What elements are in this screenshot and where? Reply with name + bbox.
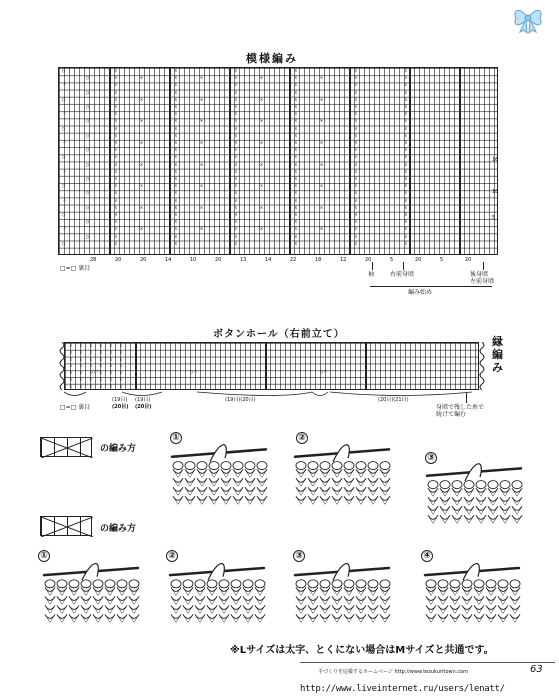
chart-edge-wave [478,342,486,390]
pattern-bottom-number: 13 [240,257,247,263]
pattern-bottom-number: 20 [115,257,122,263]
step-number: ① [170,432,182,444]
pattern-bottom-number: 20 [215,257,222,263]
pattern-side-number: 16 [492,157,499,163]
page-number: 63 [530,664,543,675]
buttonhole-chart-title: ボタンホール（右前立て） [213,329,345,340]
label-sleeve: 袖 [368,271,375,278]
pattern-bottom-number: 28 [90,257,97,263]
buttonhole-count: (20目)(21目) [378,397,409,403]
pattern-chart-title: 模様編み [246,52,298,65]
step-number: ① [38,550,50,562]
buttonhole-count: (19目) [135,397,151,403]
watermark-url[interactable]: http://www.liveinternet.ru/users/lenatt/ [300,684,505,694]
knitting-illustration [168,555,268,627]
label-cast-on: 編み始め [408,289,433,296]
cross-symbol-1 [40,437,92,457]
step-number: ③ [293,550,305,562]
pattern-side-number: 18 [492,189,499,195]
step-number: ④ [421,550,433,562]
pattern-legend: □=□ 裏目 [60,265,91,272]
step-number: ② [296,432,308,444]
buttonhole-legend: □=□ 裏目 [60,404,91,411]
size-note: ※Lサイズは太字、とくにない場合はMサイズと共通です。 [230,645,494,656]
method1-label: の編み方 [100,444,137,454]
pattern-bottom-number: 20 [415,257,422,263]
pattern-chart-grid [58,67,498,255]
pattern-bottom-number: 18 [315,257,322,263]
pattern-bottom-number: 20 [140,257,147,263]
pattern-bottom-number: 12 [340,257,347,263]
buttonhole-count: (20目) [135,404,152,410]
knitting-illustration [423,555,523,627]
step-number: ③ [425,452,437,464]
pattern-side-number: 5 [492,215,496,221]
method2-label: の編み方 [100,524,137,534]
pattern-bottom-number: 20 [365,257,372,263]
buttonhole-side-label: 縁編み [492,335,503,374]
cross-symbol-2 [40,516,92,536]
buttonhole-count: (19目) [112,397,128,403]
knitting-illustration [293,436,393,510]
pattern-bottom-number: 22 [290,257,297,263]
knitting-illustration [293,555,393,627]
pattern-bottom-number: 20 [465,257,472,263]
knitting-illustration [42,555,142,627]
buttonhole-note: 身頃で残した糸で 続けて編む [436,404,485,418]
pattern-bottom-number: 5 [390,257,394,263]
pattern-bottom-number: 14 [165,257,172,263]
knitting-illustration [425,455,525,529]
buttonhole-count: (20目) [112,404,129,410]
buttonhole-count: (19目)(20目) [225,397,256,403]
pattern-bottom-number: 10 [190,257,197,263]
footer-site: 手づくりを応援するホームページ http://www.tezukuritown.com [318,669,468,675]
label-back-left-front: 後身頃 左前身頃 [470,271,495,285]
knitting-illustration [170,436,270,510]
bow-icon [510,4,546,34]
label-right-front: 右前身頃 [390,271,415,278]
pattern-bottom-number: 5 [440,257,444,263]
buttonhole-chart-grid [64,342,479,390]
step-number: ② [166,550,178,562]
pattern-bottom-number: 14 [265,257,272,263]
